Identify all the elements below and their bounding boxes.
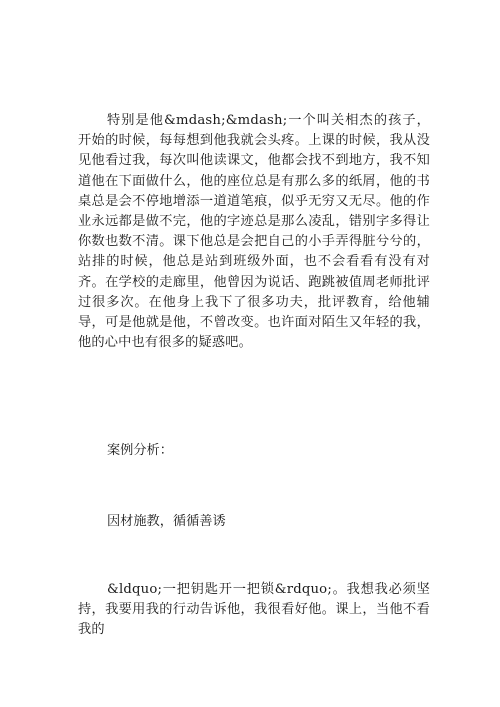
case-analysis-heading: 案例分析： (107, 443, 173, 458)
teaching-method-heading: 因材施教，循循善诱 (107, 514, 226, 529)
case-description-paragraph: 特别是他&mdash;&mdash;一个叫关相杰的孩子，开始的时候，每每想到他我就会头疼。上课的时候，我从没见他看过我，每次叫他读课文，他都会找不到地方，我不知道他在下面做什么，他的座位总是有那么多的纸屑，他的书桌总是会不停地增添一道道笔痕，似乎无穷又无尽。他的作业永远都是做不完，他的字迹总是那么凌乱，错别字多得让你数也数不清。课下他总是会把自己的小手弄得脏兮兮的，站排的时候，他总是站到班级外面，也不会看看有没有对齐。在学校的走廊里，他曾因为说话、跑跳被值周老师批评过很多次。在他身上我下了很多功夫，批评教育，给他辅导，可是他就是他，不曾改变。也许面对陌生又年轻的我，他的心中也有很多的疑惑吧。 (78, 113, 430, 351)
method-paragraph: &ldquo;一把钥匙开一把锁&rdquo;。我想我必须坚持，我要用我的行动告诉他，我很看好他。课上，当他不看我的 (78, 582, 430, 638)
